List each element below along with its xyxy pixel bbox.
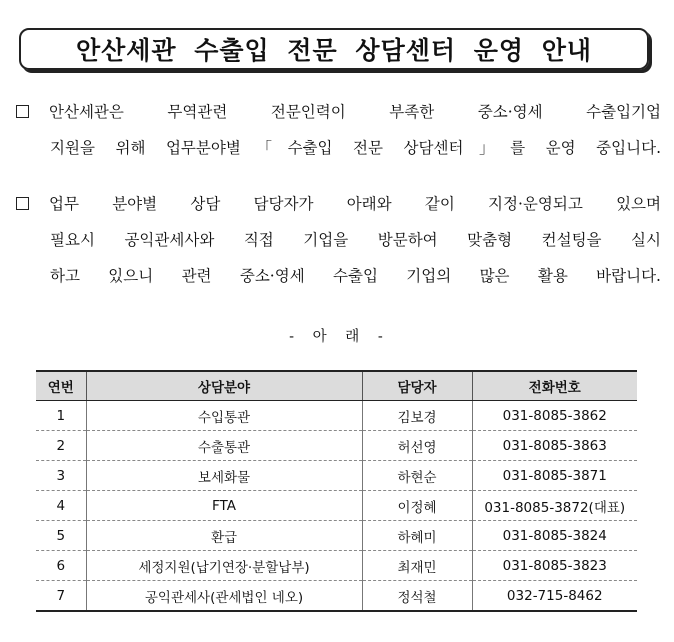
paragraph-text: 안산세관은 무역관련 전문인력이 부족한 중소·영세 수출입기업 <box>49 103 661 121</box>
consult-field: 환급 <box>86 521 362 551</box>
notice-heading: - 아 래 - <box>289 329 385 345</box>
row-number: 5 <box>36 521 86 551</box>
paragraph-text: 지원을 위해 업무분야별「수출입 전문 상담센터」를 운영 중입니다. <box>50 139 661 157</box>
consult-field: 세정지원(납기연장·분할납부) <box>86 551 362 581</box>
consult-field: 보세화물 <box>86 461 362 491</box>
column-header-number: 연번 <box>36 371 86 401</box>
row-number: 7 <box>36 581 86 612</box>
staff-name: 하현순 <box>362 461 472 491</box>
column-header-phone: 전화번호 <box>472 371 637 401</box>
row-number: 4 <box>36 491 86 521</box>
consult-field: 수입통관 <box>86 401 362 431</box>
paragraph-text: 하고 있으니 관련 중소·영세 수출입 기업의 많은 활용 바랍니다. <box>50 267 661 285</box>
staff-name: 최재민 <box>362 551 472 581</box>
document-title: 안산세관 수출입 전문 상담센터 운영 안내 <box>75 36 593 65</box>
phone-number: 031-8085-3871 <box>472 461 637 491</box>
row-number: 1 <box>36 401 86 431</box>
paragraph-line <box>16 186 661 222</box>
paragraph-text: 업무 분야별 상담 담당자가 아래와 같이 지정·운영되고 있으며 <box>49 195 661 213</box>
table-row <box>36 581 637 612</box>
phone-number: 031-8085-3872(대표) <box>472 491 637 521</box>
title-banner <box>19 28 649 70</box>
paragraph-support-center <box>16 94 661 166</box>
table-row <box>36 491 637 521</box>
table-row <box>36 461 637 491</box>
row-number: 6 <box>36 551 86 581</box>
table-row <box>36 551 637 581</box>
checkbox-bullet-icon <box>16 105 29 118</box>
paragraph-line <box>16 130 661 166</box>
phone-number: 032-715-8462 <box>472 581 637 612</box>
consultation-staff-table <box>36 370 637 612</box>
paragraph-consulting <box>16 186 661 294</box>
consult-field: FTA <box>86 491 362 521</box>
phone-number: 031-8085-3863 <box>472 431 637 461</box>
staff-name: 김보경 <box>362 401 472 431</box>
paragraph-line <box>16 94 661 130</box>
table-row <box>36 431 637 461</box>
row-number: 3 <box>36 461 86 491</box>
phone-number: 031-8085-3862 <box>472 401 637 431</box>
phone-number: 031-8085-3823 <box>472 551 637 581</box>
checkbox-bullet-icon <box>16 197 29 210</box>
staff-name: 이정혜 <box>362 491 472 521</box>
staff-name: 허선영 <box>362 431 472 461</box>
staff-name: 정석철 <box>362 581 472 612</box>
staff-name: 하혜미 <box>362 521 472 551</box>
consult-field: 공익관세사(관세법인 네오) <box>86 581 362 612</box>
paragraph-line <box>16 258 661 294</box>
column-header-field: 상담분야 <box>86 371 362 401</box>
paragraph-text: 필요시 공익관세사와 직접 기업을 방문하여 맞춤형 컨설팅을 실시 <box>50 231 661 249</box>
phone-number: 031-8085-3824 <box>472 521 637 551</box>
consult-field: 수출통관 <box>86 431 362 461</box>
table-row <box>36 521 637 551</box>
row-number: 2 <box>36 431 86 461</box>
column-header-staff: 담당자 <box>362 371 472 401</box>
table-header-row <box>36 371 637 401</box>
paragraph-line <box>16 222 661 258</box>
table-row <box>36 401 637 431</box>
